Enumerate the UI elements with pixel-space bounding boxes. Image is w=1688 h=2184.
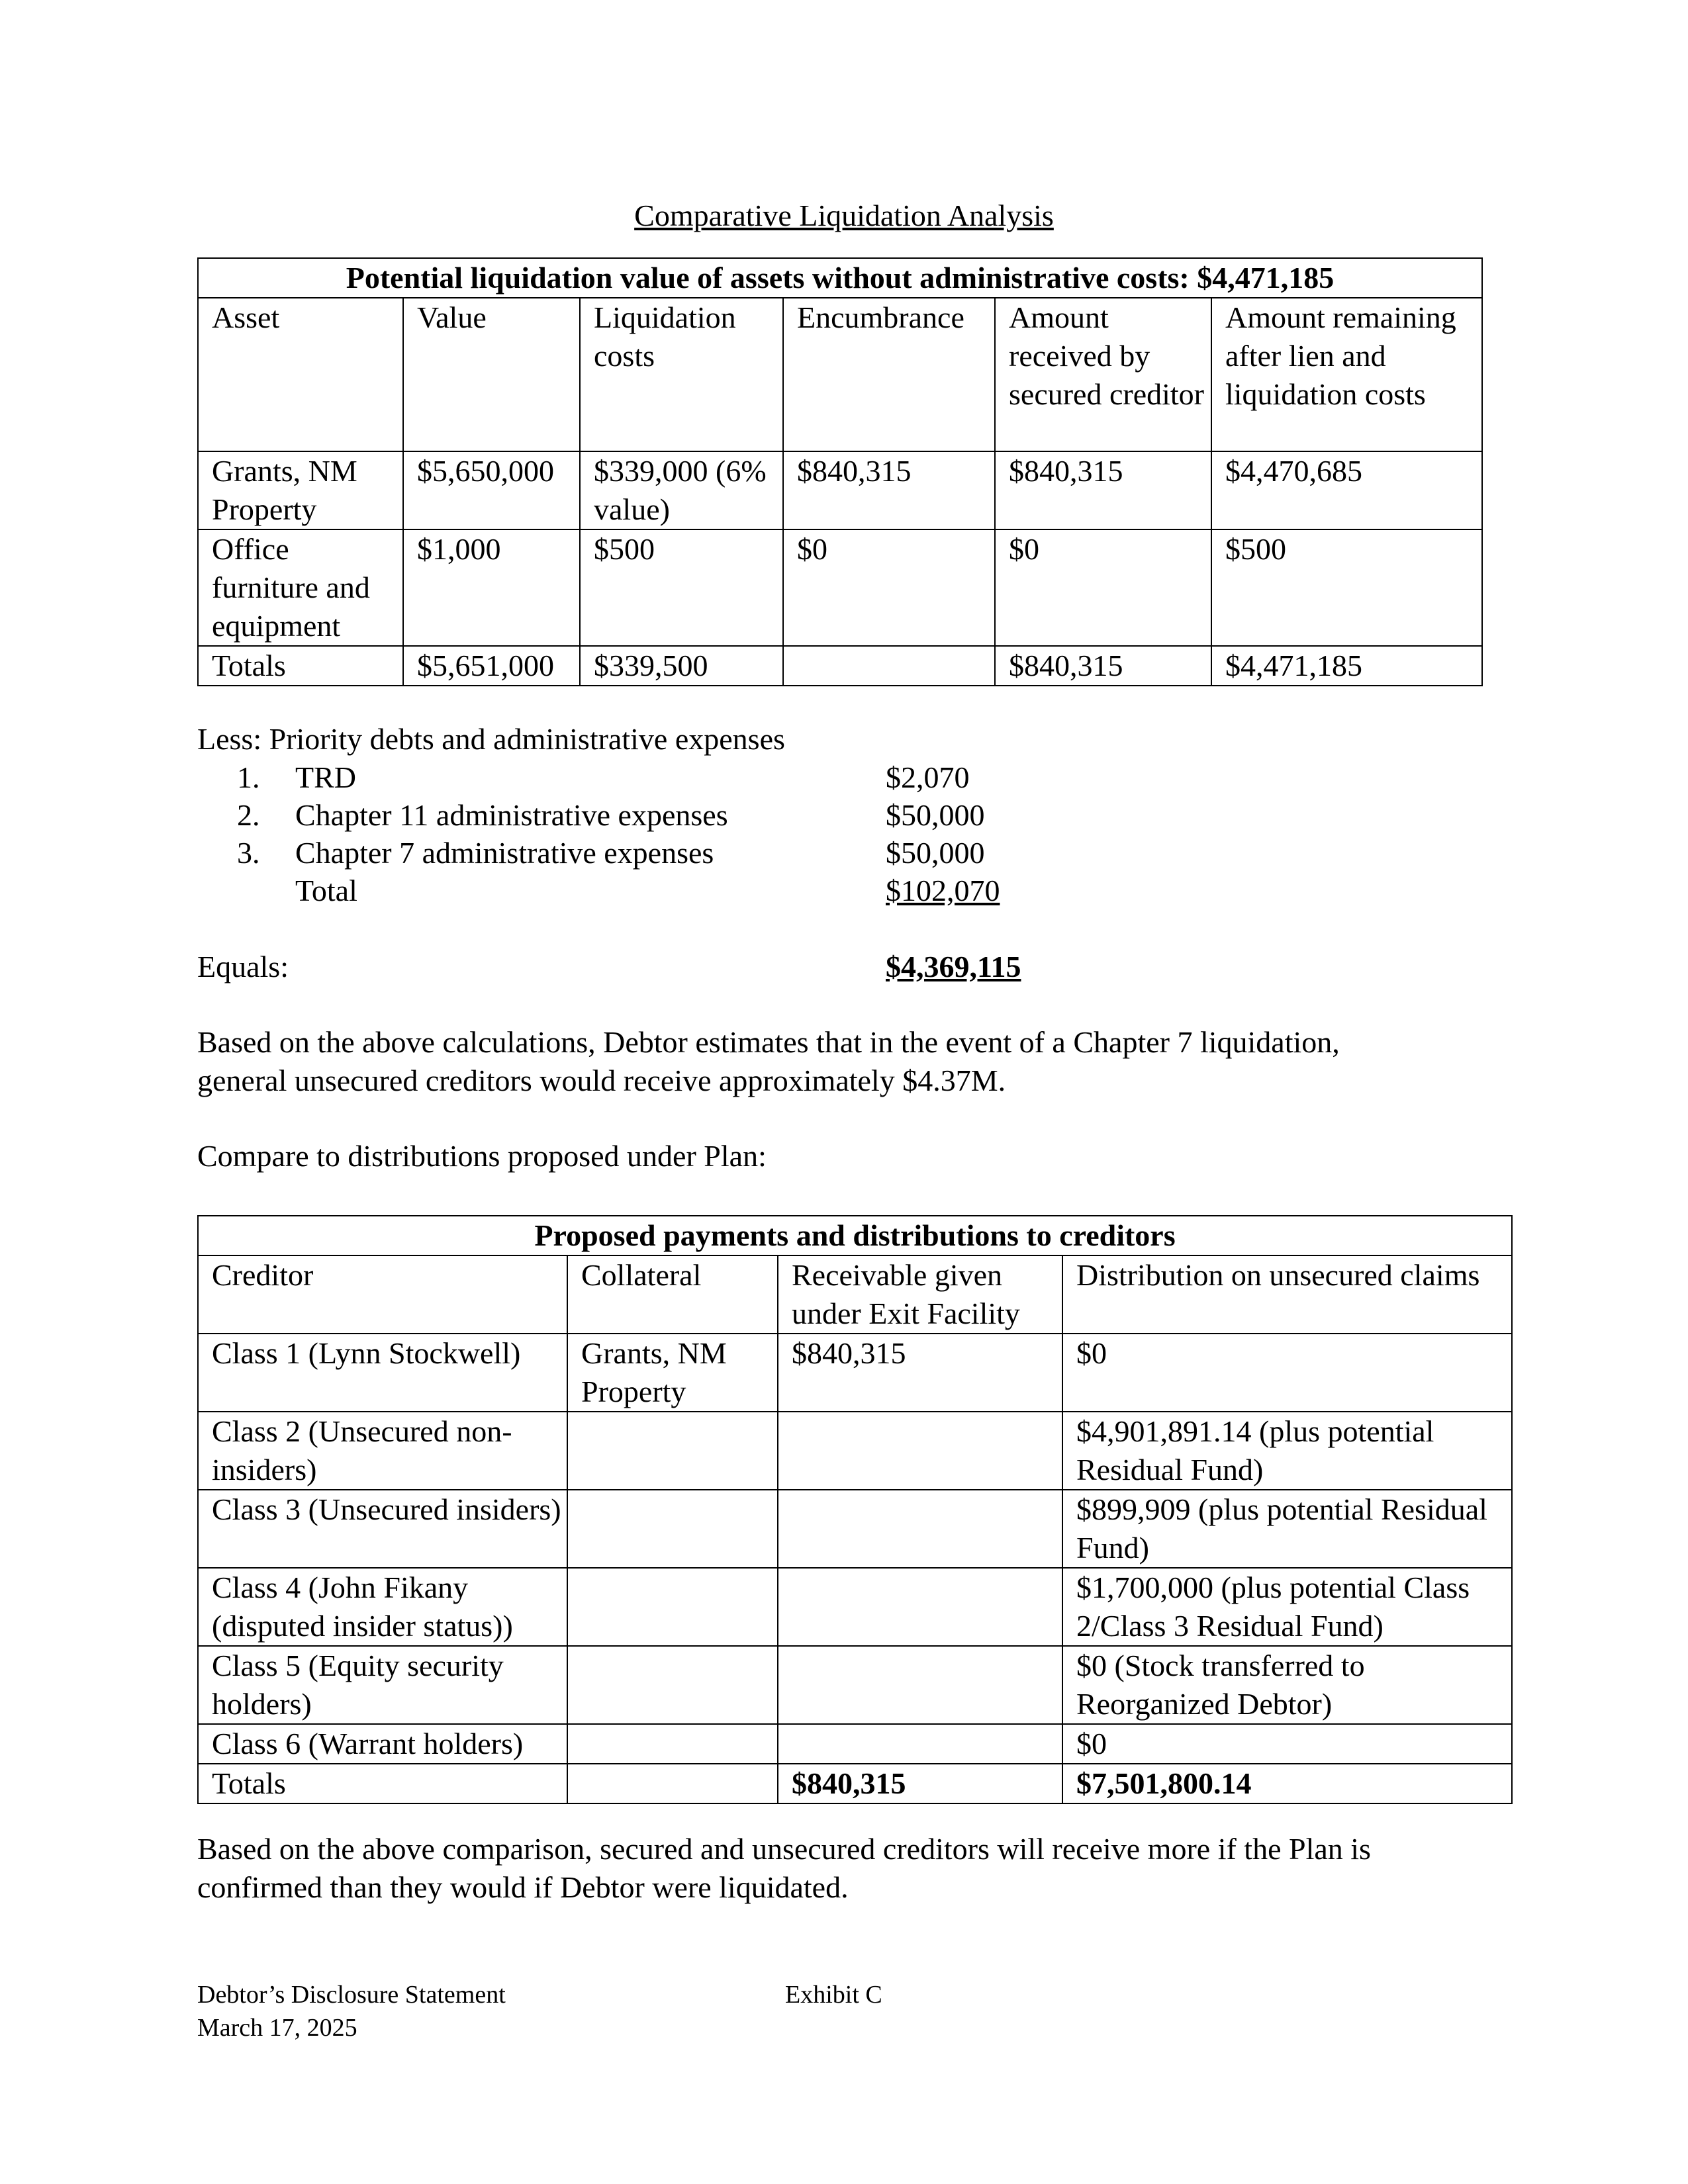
table-row [198, 451, 1482, 529]
column-header: Value [403, 298, 580, 451]
table-cell: $4,471,185 [1211, 646, 1482, 686]
footer-doc-name: Debtor’s Disclosure Statement [197, 1981, 506, 2009]
column-header: Asset [198, 298, 403, 451]
table-cell [567, 1568, 778, 1646]
table-cell: Totals [198, 646, 403, 686]
column-header: Encumbrance [783, 298, 995, 451]
table-cell [778, 1724, 1062, 1764]
table-cell: $339,500 [580, 646, 783, 686]
table-cell: $5,650,000 [403, 451, 580, 529]
table-cell: Totals [198, 1764, 567, 1803]
equals-amount: $4,369,115 [886, 950, 1021, 983]
table-cell: $840,315 [778, 1334, 1062, 1412]
table-cell: Grants, NM Property [198, 451, 403, 529]
table-cell: $840,315 [995, 451, 1211, 529]
table-row [198, 646, 1482, 686]
table-cell: $899,909 (plus potential Residual Fund) [1062, 1490, 1512, 1568]
table-cell [567, 1646, 778, 1724]
table-cell [778, 1568, 1062, 1646]
table-cell [778, 1646, 1062, 1724]
table-row [198, 1334, 1512, 1412]
table-cell: $500 [1211, 529, 1482, 646]
table-cell: $500 [580, 529, 783, 646]
table-cell: Class 2 (Unsecured non-insiders) [198, 1412, 567, 1490]
distribution-table [197, 1215, 1513, 1804]
table-row [198, 529, 1482, 646]
footer-date: March 17, 2025 [197, 2014, 357, 2042]
table-cell: Class 4 (John Fikany (disputed insider status)) [198, 1568, 567, 1646]
priority-total-amount: $102,070 [886, 874, 1000, 907]
column-header: Amount remaining after lien and liquidation costs [1211, 298, 1482, 451]
column-header: Collateral [567, 1255, 778, 1334]
table-cell: Class 3 (Unsecured insiders) [198, 1490, 567, 1568]
table-row [198, 1764, 1512, 1803]
table-cell: Office furniture and equipment [198, 529, 403, 646]
priority-heading: Less: Priority debts and administrative expenses [197, 722, 785, 756]
table-cell: $0 [1062, 1334, 1512, 1412]
table-cell: $1,700,000 (plus potential Class 2/Class 3 Residual Fund) [1062, 1568, 1512, 1646]
paragraph-line: Based on the above calculations, Debtor estimates that in the event of a Chapter 7 liquidation, [197, 1025, 1340, 1059]
distribution-table-caption: Proposed payments and distributions to creditors [198, 1216, 1512, 1255]
priority-item-number: 2. [237, 798, 260, 832]
table-row [198, 1490, 1512, 1568]
compare-text: Compare to distributions proposed under Plan: [197, 1139, 767, 1173]
page-title: Comparative Liquidation Analysis [634, 199, 1054, 232]
priority-item-label: Chapter 11 administrative expenses [295, 798, 728, 832]
paragraph-line: Based on the above comparison, secured and unsecured creditors will receive more if the Plan is [197, 1832, 1371, 1866]
column-header: Amount received by secured creditor [995, 298, 1211, 451]
priority-item-number: 1. [237, 760, 260, 794]
table-cell: $1,000 [403, 529, 580, 646]
priority-item-label: TRD [295, 760, 356, 794]
table-cell: Grants, NM Property [567, 1334, 778, 1412]
table-cell: Class 1 (Lynn Stockwell) [198, 1334, 567, 1412]
table-cell: $0 [1062, 1724, 1512, 1764]
table-cell: $840,315 [783, 451, 995, 529]
table-cell: $4,470,685 [1211, 451, 1482, 529]
column-header: Liquidation costs [580, 298, 783, 451]
table-cell: $840,315 [778, 1764, 1062, 1803]
priority-item-number: 3. [237, 836, 260, 870]
table-cell [783, 646, 995, 686]
paragraph-line: general unsecured creditors would receive approximately $4.37M. [197, 1064, 1006, 1097]
table-cell: $5,651,000 [403, 646, 580, 686]
priority-item-label: Chapter 7 administrative expenses [295, 836, 714, 870]
table-cell [778, 1412, 1062, 1490]
table-cell: $0 [995, 529, 1211, 646]
column-header: Distribution on unsecured claims [1062, 1255, 1512, 1334]
priority-item-amount: $50,000 [886, 836, 985, 870]
table-cell [567, 1764, 778, 1803]
column-header: Receivable given under Exit Facility [778, 1255, 1062, 1334]
equals-label: Equals: [197, 950, 289, 983]
table-cell [778, 1490, 1062, 1568]
table-cell: $7,501,800.14 [1062, 1764, 1512, 1803]
liquidation-table [197, 257, 1483, 686]
table-cell [567, 1412, 778, 1490]
priority-item-amount: $2,070 [886, 760, 970, 794]
table-cell: $0 [783, 529, 995, 646]
footer-exhibit: Exhibit C [785, 1981, 882, 2009]
table-cell [567, 1490, 778, 1568]
table-cell: Class 5 (Equity security holders) [198, 1646, 567, 1724]
table-row [198, 1568, 1512, 1646]
priority-item-amount: $50,000 [886, 798, 985, 832]
table-row [198, 1412, 1512, 1490]
table-cell: Class 6 (Warrant holders) [198, 1724, 567, 1764]
table-row [198, 1646, 1512, 1724]
table-cell [567, 1724, 778, 1764]
table-cell: $339,000 (6% value) [580, 451, 783, 529]
table-cell: $0 (Stock transferred to Reorganized Debtor) [1062, 1646, 1512, 1724]
table-cell: $840,315 [995, 646, 1211, 686]
table-cell: $4,901,891.14 (plus potential Residual Fund) [1062, 1412, 1512, 1490]
column-header: Creditor [198, 1255, 567, 1334]
table-row [198, 1724, 1512, 1764]
liquidation-table-caption: Potential liquidation value of assets without administrative costs: $4,471,185 [198, 258, 1482, 298]
priority-total-label: Total [295, 874, 357, 907]
paragraph-line: confirmed than they would if Debtor were liquidated. [197, 1870, 849, 1904]
